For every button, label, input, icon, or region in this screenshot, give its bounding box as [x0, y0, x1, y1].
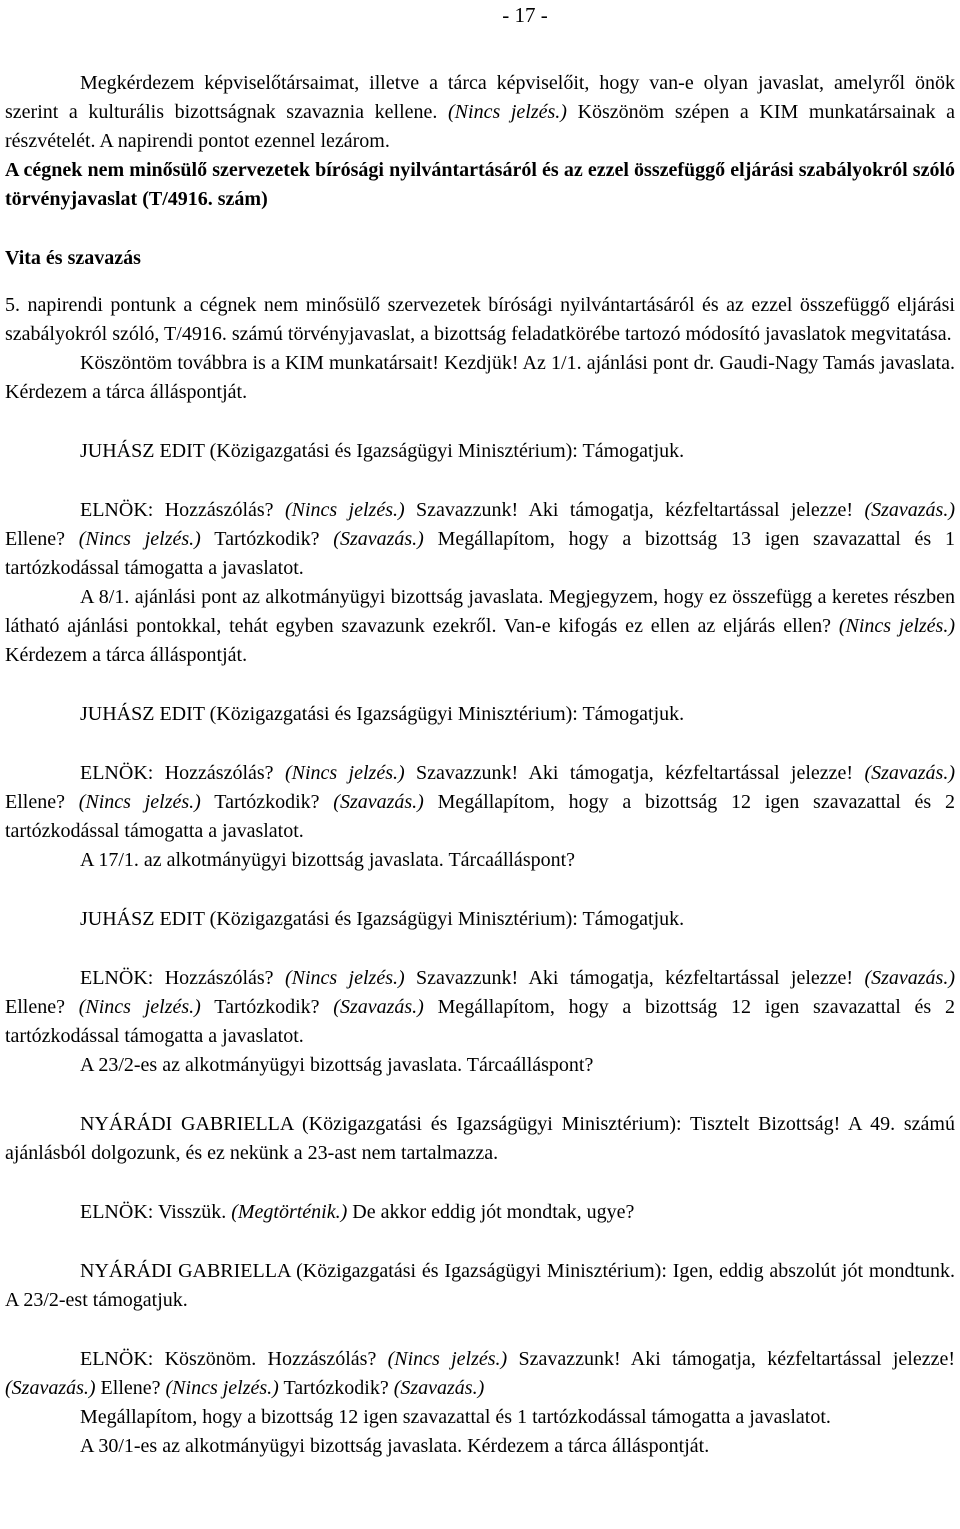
- speaker-statement: NYÁRÁDI GABRIELLA (Közigazgatási és Igazságügyi Minisztérium): Tisztelt Bizottság! A 49. számú ajánlásból dolgozunk, és ez nekünk a 23-ast nem tartalmazza.: [5, 1113, 955, 1164]
- page-number: - 17 -: [502, 3, 548, 27]
- paragraph-first-recommendation: Köszöntöm továbbra is a KIM munkatársait! Kezdjük! Az 1/1. ajánlási pont dr. Gaudi-Nagy Tamás javaslata. Kérdezem a tárca álláspontját.: [5, 352, 955, 403]
- paragraph-recommendation: A 17/1. az alkotmányügyi bizottság javaslata. Tárcaálláspont?: [80, 849, 576, 871]
- agenda-item-subheading: Vita és szavazás: [5, 247, 141, 269]
- chair-vote-paragraph: ELNÖK: Hozzászólás? (Nincs jelzés.) Szavazzunk! Aki támogatja, kézfeltartással jelezze! (Szavazás.) Ellene? (Nincs jelzés.) Tartózkodik? (Szavazás.) Megállapítom, hogy a bizottság 12 igen szavazattal és 2 tartózkodással támogatta a javaslatot.: [5, 967, 955, 1047]
- document-body: [5, 69, 955, 1461]
- paragraph-recommendation: A 30/1-es az alkotmányügyi bizottság javaslata. Kérdezem a tárca álláspontját.: [80, 1435, 710, 1457]
- speaker-statement: NYÁRÁDI GABRIELLA (Közigazgatási és Igazságügyi Minisztérium): Igen, eddig abszolút jót mondtunk. A 23/2-est támogatjuk.: [5, 1260, 955, 1311]
- paragraph-closing-previous-item: Megkérdezem képviselőtársaimat, illetve a tárca képviselőit, hogy van-e olyan javaslat, amelyről önök szerint a kulturális bizottságnak szavaznia kellene. (Nincs jelzés.) Köszönöm szépen a KIM munkatársainak a részvételét. A napirendi pontot ezennel lezárom.: [5, 72, 956, 152]
- chair-vote-paragraph: ELNÖK: Hozzászólás? (Nincs jelzés.) Szavazzunk! Aki támogatja, kézfeltartással jelezze! (Szavazás.) Ellene? (Nincs jelzés.) Tartózkodik? (Szavazás.) Megállapítom, hogy a bizottság 12 igen szavazattal és 2 tartózkodással támogatta a javaslatot.: [5, 762, 955, 842]
- paragraph-agenda-intro: 5. napirendi pontunk a cégnek nem minősülő szervezetek bírósági nyilvántartásáról és az ezzel összefüggő eljárási szabályokról szóló, T/4916. számú törvényjavaslat, a bizottság feladatkörébe tartozó módosító javaslatok megvitatása.: [5, 294, 955, 345]
- speaker-statement: JUHÁSZ EDIT (Közigazgatási és Igazságügyi Minisztérium): Támogatjuk.: [80, 440, 685, 462]
- paragraph-recommendation: A 23/2-es az alkotmányügyi bizottság javaslata. Tárcaálláspont?: [80, 1054, 594, 1076]
- speaker-statement: JUHÁSZ EDIT (Közigazgatási és Igazságügyi Minisztérium): Támogatjuk.: [80, 703, 685, 725]
- chair-vote-paragraph: ELNÖK: Hozzászólás? (Nincs jelzés.) Szavazzunk! Aki támogatja, kézfeltartással jelezze! (Szavazás.) Ellene? (Nincs jelzés.) Tartózkodik? (Szavazás.) Megállapítom, hogy a bizottság 13 igen szavazattal és 1 tartózkodással támogatta a javaslatot.: [5, 499, 955, 579]
- speaker-statement: JUHÁSZ EDIT (Közigazgatási és Igazságügyi Minisztérium): Támogatjuk.: [80, 908, 685, 930]
- paragraph-vote-result: Megállapítom, hogy a bizottság 12 igen szavazattal és 1 tartózkodással támogatta a javaslatot.: [80, 1406, 831, 1428]
- chair-statement: ELNÖK: Visszük. (Megtörténik.) De akkor eddig jót mondtak, ugye?: [80, 1201, 635, 1223]
- agenda-item-heading: A cégnek nem minősülő szervezetek bírósági nyilvántartásáról és az ezzel összefüggő eljárási szabályokról szóló törvényjavaslat (T/4916. szám): [5, 159, 955, 210]
- chair-vote-paragraph: ELNÖK: Köszönöm. Hozzászólás? (Nincs jelzés.) Szavazzunk! Aki támogatja, kézfeltartással jelezze! (Szavazás.) Ellene? (Nincs jelzés.) Tartózkodik? (Szavazás.): [5, 1348, 955, 1399]
- paragraph-recommendation: A 8/1. ajánlási pont az alkotmányügyi bizottság javaslata. Megjegyzem, hogy ez összefügg a keretes részben látható ajánlási pontokkal, tehát egyben szavazunk ezekről. Van-e kifogás ez ellen az eljárás ellen? (Nincs jelzés.) Kérdezem a tárca álláspontját.: [5, 586, 955, 666]
